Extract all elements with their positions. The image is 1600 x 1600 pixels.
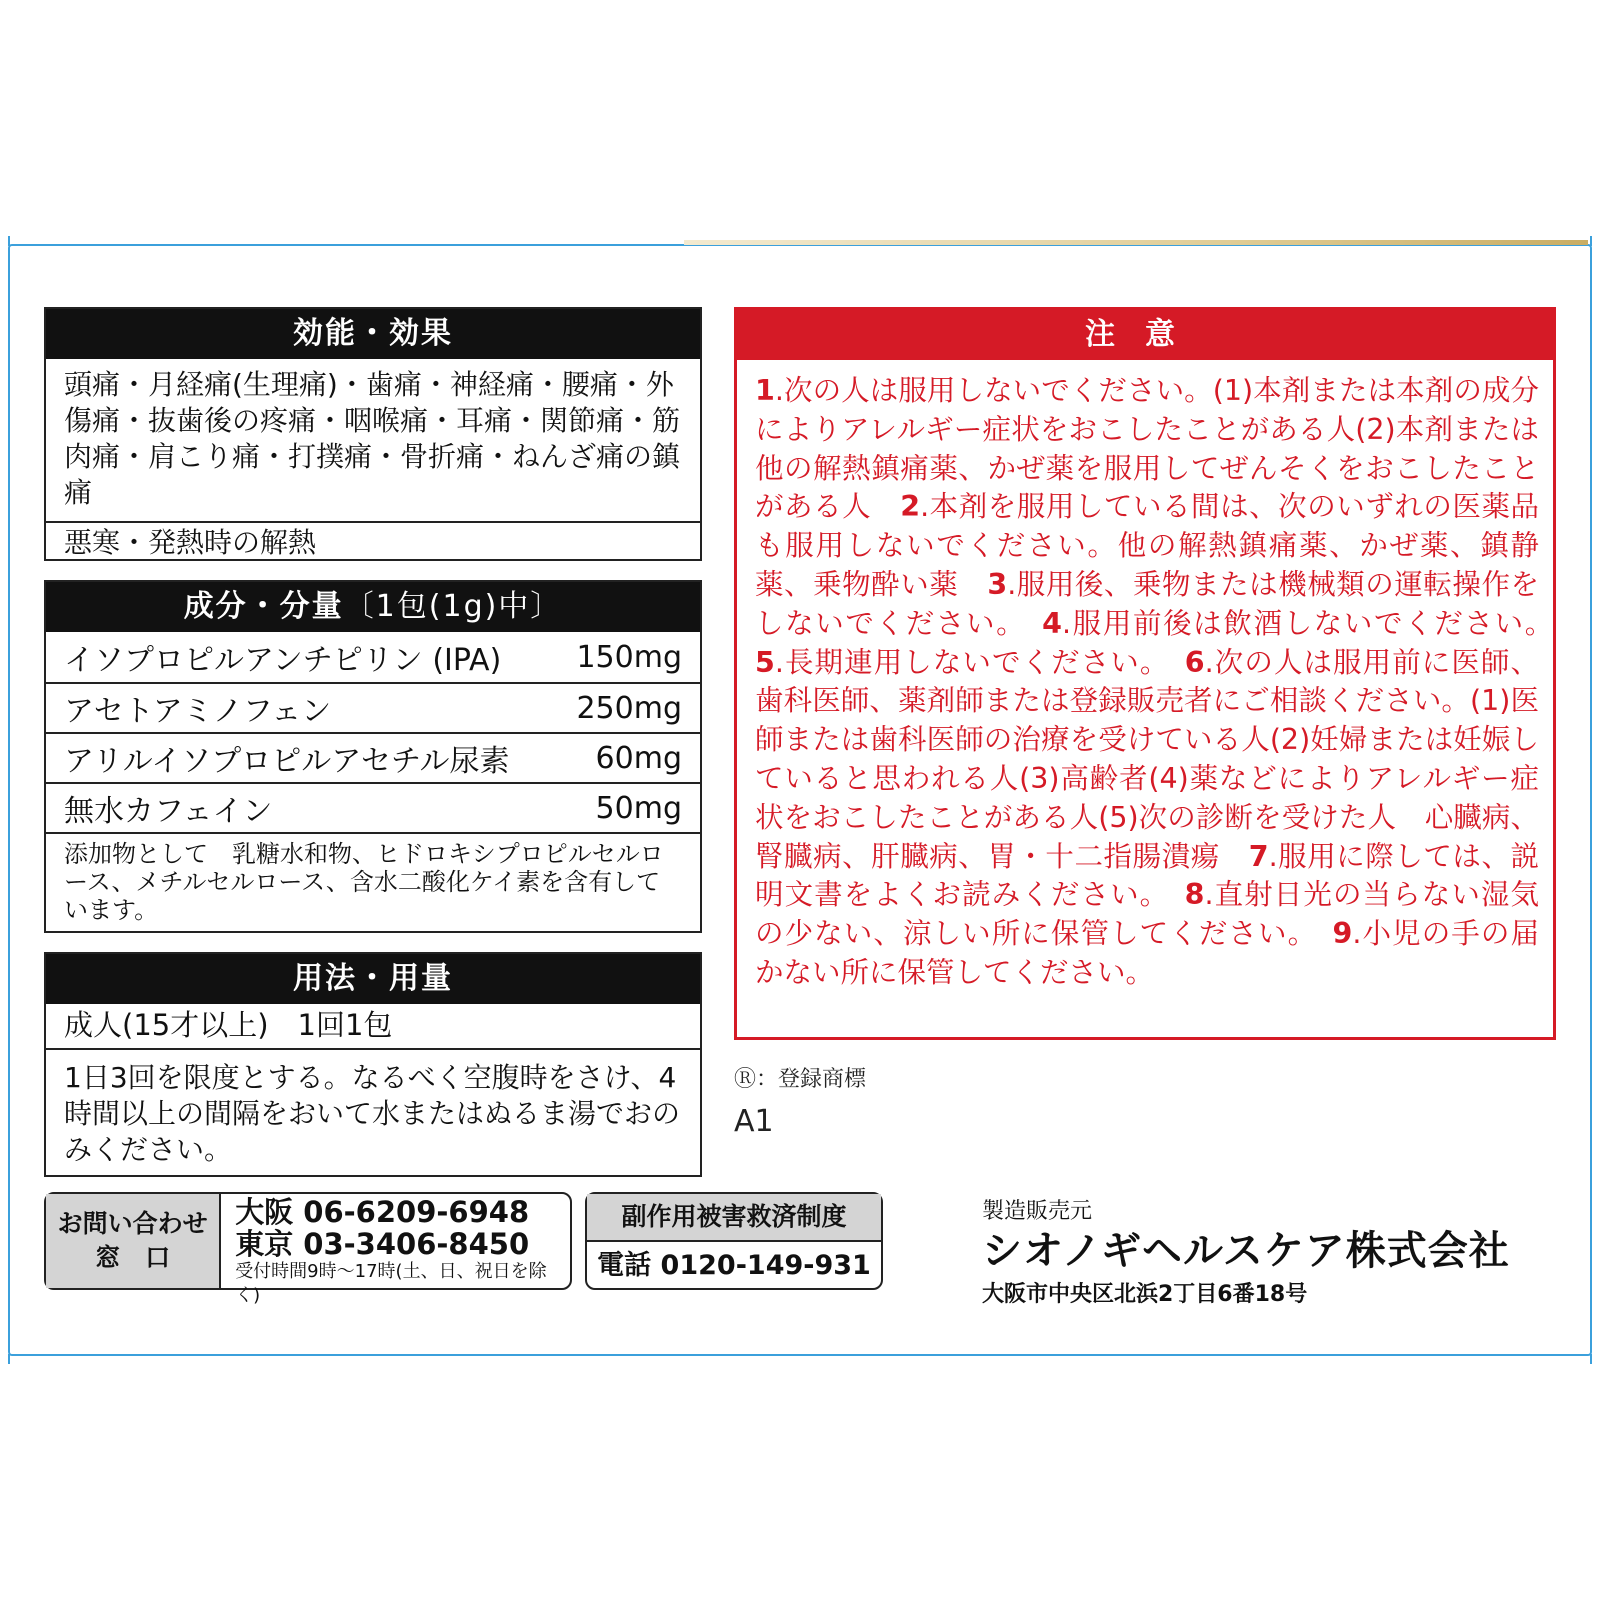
caution-item-number: 9 [1332,917,1353,951]
caution-item-number: 8 [1184,878,1205,912]
ingredient-name: アリルイソプロピルアセチル尿素 [64,744,510,779]
ingredient-amount: 150mg [576,639,682,675]
corner-mark [1590,236,1592,246]
relief-phone: 電話 0120-149-931 [597,1250,871,1281]
tokyo-phone: 東京 03-3406-8450 [235,1227,530,1261]
caution-item-number: 1 [755,374,775,407]
dosage-title: 用法・用量 [46,954,700,1004]
ingredients-header [46,582,700,632]
caution-item-number: 3 [987,567,1008,601]
lot-code: A1 [734,1104,774,1139]
caution-item-text: .長期連用しないでください。 [774,645,1185,679]
ingredients-additives: 添加物として 乳糖水和物、ヒドロキシプロピルセルロース、メチルセルロース、含水二酸化ケイ素を含有しています。 [46,832,700,929]
ingredients-title: 成分・分量 [183,589,344,624]
caution-item-text: .本剤を服用している間は、次のいずれの医薬品も服用しないでください。他の解熱鎮痛薬、かぜ薬、鎮静薬、乗物酔い薬 [755,490,1539,601]
caution-item-text: .服用後、乗物または機械類の運転操作をしないでください。 [755,567,1539,640]
trademark-note: Ⓡ：登録商標 [734,1067,867,1092]
effects-main: 頭痛・月経痛(生理痛)・歯痛・神経痛・腰痛・外傷痛・抜歯後の疼痛・咽喉痛・耳痛・関節痛・筋肉痛・肩こり痛・打撲痛・骨折痛・ねんざ痛の鎮痛 [64,368,681,509]
gold-accent-line [684,240,1588,245]
dosage-instructions: 1日3回を限度とする。なるべく空腹時をさけ、4時間以上の間隔をおいて水またはぬるま湯でおのみください。 [46,1048,700,1175]
corner-mark [8,236,10,246]
effects-secondary: 悪寒・発熱時の解熱 [46,521,700,563]
ingredient-amount: 60mg [595,740,682,776]
ingredient-amount: 250mg [576,690,682,726]
caution-item-number: 6 [1184,645,1205,679]
corner-mark [1590,1354,1592,1364]
caution-item-number: 4 [1042,606,1062,640]
ingredient-row [46,682,700,732]
ingredient-amount: 50mg [595,790,682,826]
contact-hours: 受付時間9時〜17時(土、日、祝日を除く) [235,1261,547,1306]
maker-company: シオノギヘルスケア株式会社 [982,1228,1510,1274]
dosage-section [44,952,702,1177]
caution-item-text: .直射日光の当らない湿気の少ない、涼しい所に保管してください。 [755,878,1539,951]
corner-mark [8,1354,10,1364]
maker-address: 大阪市中央区北浜2丁目6番18号 [982,1282,1308,1307]
contact-label-line1: お問い合わせ [57,1209,208,1238]
osaka-phone: 大阪 06-6209-6948 [235,1195,530,1229]
caution-item-text: .次の人は服用前に医師、歯科医師、薬剤師または登録販売者にご相談ください。(1)医師または歯科医師の治療を受けている人(2)妊婦または妊娠していると思われる人(3)高齢者(4)薬などによりアレルギー症状をおこしたことがある人(5)次の診断を受けた人 心臓病、腎臓病、肝臓病、胃・十二指腸潰瘍 [755,645,1540,873]
ingredient-row [46,632,700,682]
caution-text [737,360,1568,993]
contact-label [46,1194,221,1288]
caution-item-number: 5 [755,645,775,679]
contact-box [44,1192,572,1306]
maker-label: 製造販売元 [982,1199,1093,1224]
caution-item-text: .次の人は服用しないでください。(1)本剤または本剤の成分によりアレルギー症状をおこしたことがある人(2)本剤または他の解熱鎮痛薬、かぜ薬を服用してぜんそくをおこしたことがある人 [755,374,1539,524]
effects-title: 効能・効果 [46,309,700,359]
caution-item-number: 7 [1248,839,1269,873]
maker-info [982,1194,1510,1308]
relief-box [585,1192,883,1290]
caution-item-text: .服用に際しては、説明文書をよくお読みください。 [755,839,1539,912]
ingredient-name: イソプロピルアンチピリン (IPA) [64,643,502,678]
ingredient-name: 無水カフェイン [64,794,273,829]
dosage-adult: 成人(15才以上) 1回1包 [64,1008,393,1042]
contact-label-line2: 窓 口 [95,1243,171,1272]
caution-item-text: .服用前後は飲酒しないでください。 [1061,606,1568,640]
relief-title: 副作用被害救済制度 [587,1194,881,1242]
effects-section [44,307,702,561]
caution-title: 注意 [737,310,1553,360]
caution-item-text: .小児の手の届かない所に保管してください。 [755,917,1539,989]
ingredients-subtitle: 〔1包(1g)中〕 [343,589,563,624]
ingredients-section [44,580,702,933]
caution-item-number: 2 [900,490,921,524]
caution-section [734,307,1568,1040]
ingredient-name: アセトアミノフェン [64,694,332,729]
ingredient-row [46,782,700,832]
contact-numbers [221,1194,570,1306]
ingredient-row [46,732,700,782]
